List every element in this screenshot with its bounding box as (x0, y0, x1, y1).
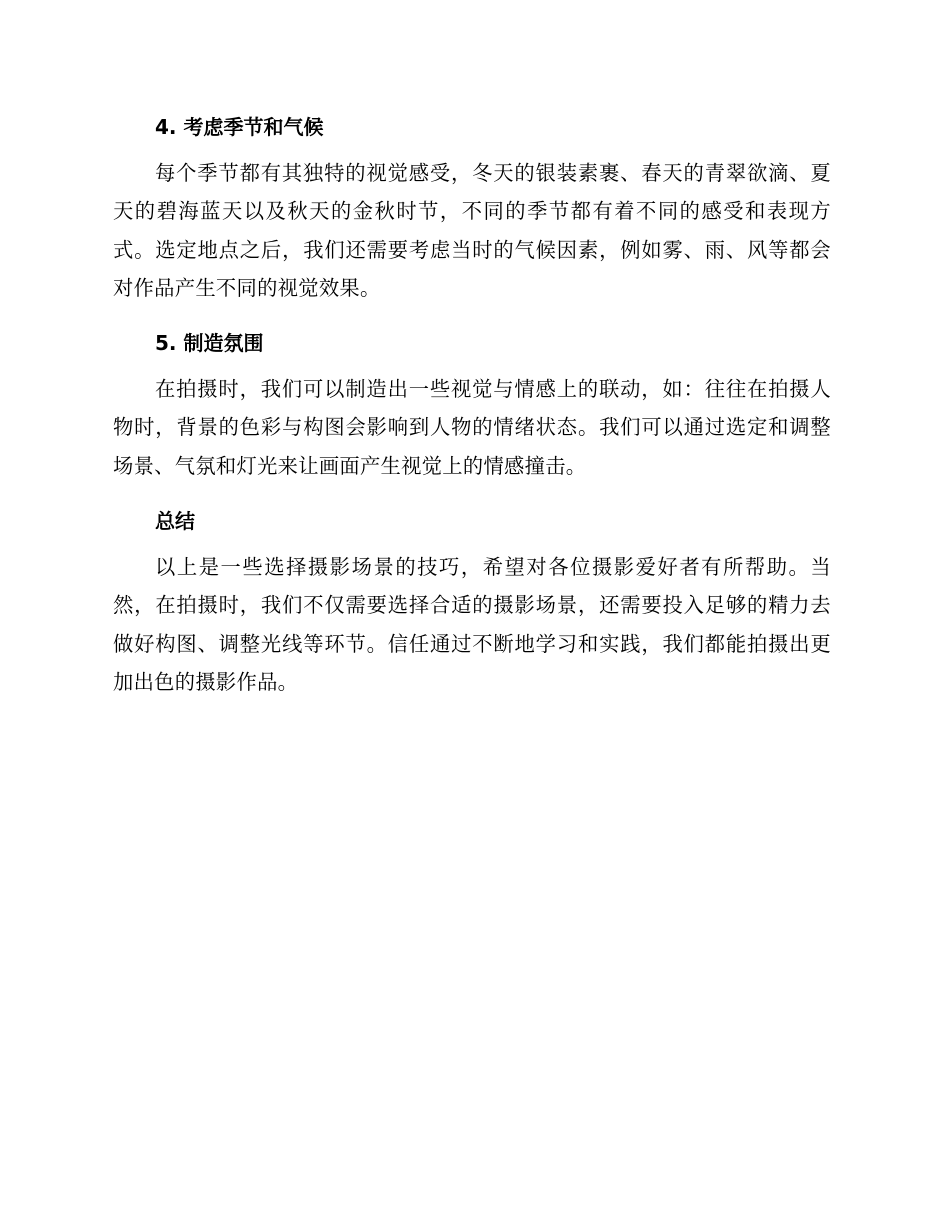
section-paragraph-atmosphere: 在拍摄时，我们可以制造出一些视觉与情感上的联动，如：往往在拍摄人物时，背景的色彩与构图会影响到人物的情绪状态。我们可以通过选定和调整场景、气氛和灯光来让画面产生视觉上的情感撞击。 (113, 377, 831, 478)
section-paragraph-summary: 以上是一些选择摄影场景的技巧，希望对各位摄影爱好者有所帮助。当然，在拍摄时，我们不仅需要选择合适的摄影场景，还需要投入足够的精力去做好构图、调整光线等环节。信任通过不断地学习和实践，我们都能拍摄出更加出色的摄影作品。 (113, 555, 831, 694)
section-heading-summary: 总结 (155, 509, 195, 534)
section-paragraph-season-climate: 每个季节都有其独特的视觉感受，冬天的银装素裹、春天的青翠欲滴、夏天的碧海蓝天以及秋天的金秋时节，不同的季节都有着不同的感受和表现方式。选定地点之后，我们还需要考虑当时的气候因素，例如雾、雨、风等都会对作品产生不同的视觉效果。 (113, 161, 831, 300)
section-heading-atmosphere: 5. 制造氛围 (155, 331, 264, 356)
document-body (113, 108, 831, 701)
section-heading-season-climate: 4. 考虑季节和气候 (155, 115, 324, 139)
